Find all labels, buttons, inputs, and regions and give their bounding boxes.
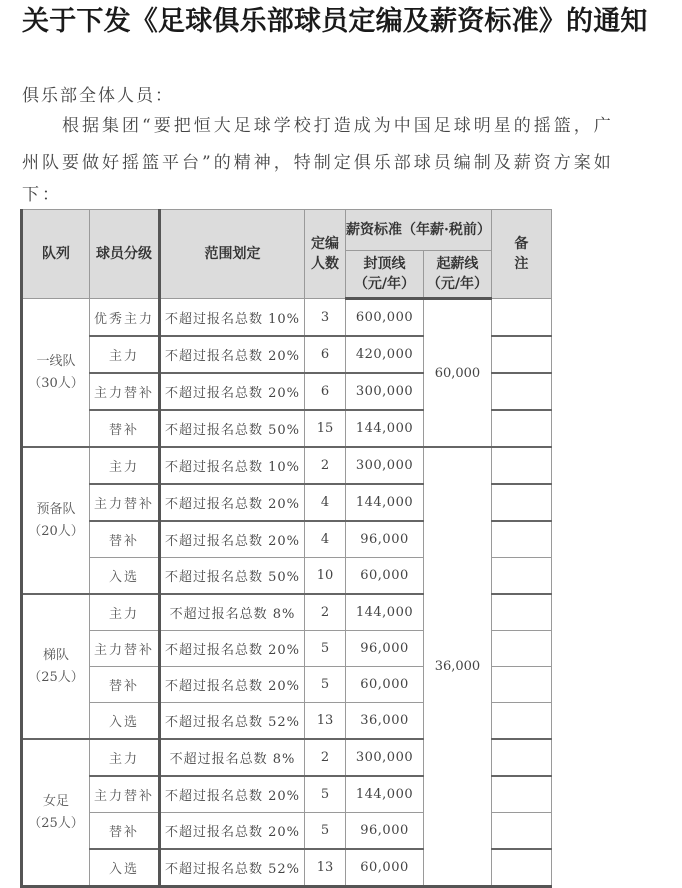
remark-cell — [491, 299, 551, 337]
cap-cell: 300,000 — [346, 739, 424, 776]
range-cell: 不超过报名总数 52% — [160, 849, 305, 887]
quota-cell: 2 — [305, 739, 346, 776]
salutation: 俱乐部全体人员： — [22, 86, 174, 106]
remark-cell — [491, 336, 551, 373]
range-cell: 不超过报名总数 50% — [160, 410, 305, 447]
quota-cell: 15 — [305, 410, 346, 447]
remark-cell — [491, 410, 551, 447]
header-quota — [305, 210, 346, 299]
team-name: 梯队 — [42, 647, 69, 663]
header-remark-line-1: 备 — [514, 236, 529, 252]
body-text-line-3: 下： — [22, 185, 62, 205]
cap-cell: 300,000 — [346, 447, 424, 484]
header-remark-line-2: 注 — [514, 256, 529, 272]
cap-cell: 60,000 — [346, 558, 424, 595]
category-cell: 主力替补 — [90, 631, 160, 667]
remark-cell — [491, 484, 551, 521]
range-cell: 不超过报名总数 10% — [160, 447, 305, 484]
range-cell: 不超过报名总数 20% — [160, 667, 305, 703]
quota-cell: 5 — [305, 667, 346, 703]
header-cap-label: 封顶线 — [363, 256, 406, 272]
range-cell: 不超过报名总数 10% — [160, 299, 305, 337]
salary-standard-table — [20, 209, 552, 888]
category-cell: 主力 — [90, 336, 160, 373]
category-cell: 优秀主力 — [90, 299, 160, 337]
quota-cell: 10 — [305, 558, 346, 595]
team-cell — [22, 299, 90, 448]
team-name: 预备队 — [36, 501, 76, 517]
remark-cell — [491, 594, 551, 631]
remark-cell — [491, 447, 551, 484]
quota-cell: 4 — [305, 484, 346, 521]
quota-cell: 6 — [305, 373, 346, 410]
category-cell: 替补 — [90, 410, 160, 447]
document-title: 关于下发《足球俱乐部球员定编及薪资标准》的通知 — [22, 6, 648, 37]
team-cell — [22, 447, 90, 594]
quota-cell: 13 — [305, 703, 346, 740]
cap-cell: 144,000 — [346, 776, 424, 813]
remark-cell — [491, 813, 551, 850]
header-start-label: 起薪线 — [436, 256, 479, 272]
quota-cell: 5 — [305, 631, 346, 667]
body-text-line-1: 根据集团“要把恒大足球学校打造成为中国足球明星的摇篮，广 — [62, 116, 614, 136]
team-cell — [22, 739, 90, 887]
header-cap-unit: （元/年） — [353, 276, 416, 292]
range-cell: 不超过报名总数 8% — [160, 594, 305, 631]
category-cell: 主力 — [90, 739, 160, 776]
header-start — [424, 251, 492, 299]
quota-cell: 2 — [305, 447, 346, 484]
cap-cell: 144,000 — [346, 410, 424, 447]
quota-cell: 3 — [305, 299, 346, 337]
header-range: 范围划定 — [160, 210, 305, 299]
category-cell: 主力 — [90, 594, 160, 631]
remark-cell — [491, 373, 551, 410]
range-cell: 不超过报名总数 50% — [160, 558, 305, 595]
range-cell: 不超过报名总数 20% — [160, 336, 305, 373]
category-cell: 主力替补 — [90, 373, 160, 410]
header-team: 队列 — [22, 210, 90, 299]
remark-cell — [491, 667, 551, 703]
range-cell: 不超过报名总数 8% — [160, 739, 305, 776]
team-size: （25人） — [28, 669, 84, 685]
header-quota-line-1: 定编 — [311, 236, 339, 252]
range-cell: 不超过报名总数 20% — [160, 484, 305, 521]
header-category: 球员分级 — [90, 210, 160, 299]
table-row — [22, 299, 552, 337]
cap-cell: 60,000 — [346, 849, 424, 887]
cap-cell: 144,000 — [346, 594, 424, 631]
category-cell: 替补 — [90, 813, 160, 850]
category-cell: 主力 — [90, 447, 160, 484]
remark-cell — [491, 739, 551, 776]
quota-cell: 6 — [305, 336, 346, 373]
remark-cell — [491, 521, 551, 558]
start-salary-cell: 36,000 — [424, 447, 492, 887]
header-quota-line-2: 人数 — [311, 256, 339, 272]
range-cell: 不超过报名总数 20% — [160, 813, 305, 850]
table-row — [22, 447, 552, 484]
remark-cell — [491, 703, 551, 740]
team-size: （30人） — [28, 375, 84, 391]
quota-cell: 4 — [305, 521, 346, 558]
remark-cell — [491, 776, 551, 813]
range-cell: 不超过报名总数 20% — [160, 521, 305, 558]
header-cap — [346, 251, 424, 299]
header-salary-group: 薪资标准（年薪·税前） — [346, 210, 492, 251]
quota-cell: 5 — [305, 776, 346, 813]
category-cell: 入选 — [90, 849, 160, 887]
quota-cell: 2 — [305, 594, 346, 631]
cap-cell: 96,000 — [346, 521, 424, 558]
body-text-line-2: 州队要做好摇篮平台”的精神，特制定俱乐部球员编制及薪资方案如 — [22, 153, 614, 173]
cap-cell: 36,000 — [346, 703, 424, 740]
category-cell: 主力替补 — [90, 484, 160, 521]
cap-cell: 96,000 — [346, 631, 424, 667]
header-start-unit: （元/年） — [426, 276, 488, 292]
team-cell — [22, 594, 90, 739]
quota-cell: 13 — [305, 849, 346, 887]
remark-cell — [491, 849, 551, 887]
range-cell: 不超过报名总数 52% — [160, 703, 305, 740]
table-header-row-1 — [22, 210, 552, 251]
team-size: （25人） — [28, 815, 84, 831]
category-cell: 入选 — [90, 558, 160, 595]
remark-cell — [491, 631, 551, 667]
team-name: 女足 — [42, 793, 69, 809]
range-cell: 不超过报名总数 20% — [160, 373, 305, 410]
quota-cell: 5 — [305, 813, 346, 850]
remark-cell — [491, 558, 551, 595]
cap-cell: 96,000 — [346, 813, 424, 850]
header-remark — [491, 210, 551, 299]
category-cell: 替补 — [90, 667, 160, 703]
category-cell: 入选 — [90, 703, 160, 740]
cap-cell: 300,000 — [346, 373, 424, 410]
cap-cell: 600,000 — [346, 299, 424, 337]
range-cell: 不超过报名总数 20% — [160, 776, 305, 813]
team-size: （20人） — [28, 523, 84, 539]
category-cell: 主力替补 — [90, 776, 160, 813]
start-salary-cell: 60,000 — [424, 299, 492, 448]
range-cell: 不超过报名总数 20% — [160, 631, 305, 667]
cap-cell: 144,000 — [346, 484, 424, 521]
category-cell: 替补 — [90, 521, 160, 558]
team-name: 一线队 — [36, 353, 76, 369]
cap-cell: 60,000 — [346, 667, 424, 703]
cap-cell: 420,000 — [346, 336, 424, 373]
